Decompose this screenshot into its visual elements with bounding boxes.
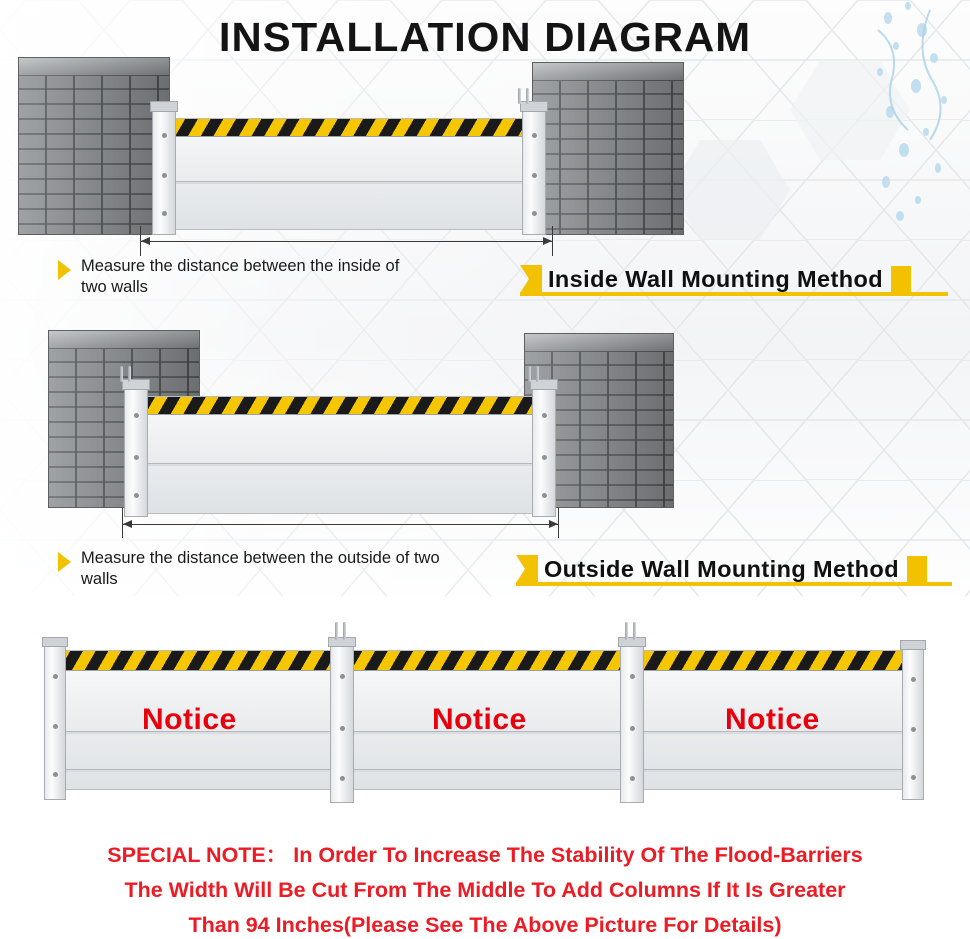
threaded-rods-middle-1 bbox=[334, 622, 348, 640]
banner-inside-wall bbox=[520, 265, 911, 293]
special-note-line-1: SPECIAL NOTE： In Order To Increase The Stability Of The Flood-Barriers bbox=[107, 843, 863, 867]
end-post-right-long bbox=[902, 648, 924, 800]
mounting-post-left-inside bbox=[152, 110, 176, 235]
special-note-line-3: Than 94 Inches(Please See The Above Picture For Details) bbox=[188, 913, 782, 937]
banner-underline-outside bbox=[516, 582, 952, 586]
callout-text-inside: Measure the distance between the inside of two walls bbox=[81, 257, 400, 296]
banner-right-tail bbox=[907, 556, 927, 582]
end-post-left-long bbox=[44, 645, 66, 800]
post-cap-right-long bbox=[900, 640, 926, 650]
mounting-post-right-inside bbox=[522, 110, 546, 235]
hazard-stripe-outside bbox=[141, 397, 539, 415]
banner-left-arrow bbox=[520, 265, 542, 293]
threaded-rods-right-inside bbox=[517, 88, 531, 104]
mounting-post-left-outside bbox=[124, 388, 148, 517]
notice-label-2: Notice bbox=[432, 703, 527, 736]
notice-label-1: Notice bbox=[142, 703, 237, 736]
notice-label-3: Notice bbox=[725, 703, 820, 736]
dimension-tick-right-outside bbox=[558, 508, 559, 538]
dimension-arrow-left-inside bbox=[141, 237, 150, 245]
dimension-line-outside bbox=[123, 524, 558, 525]
page-title: INSTALLATION DIAGRAM bbox=[218, 14, 752, 60]
hazard-stripe-long bbox=[59, 651, 923, 671]
chevron-right-icon bbox=[58, 260, 71, 280]
middle-column-1 bbox=[330, 645, 354, 803]
brick-wall-left-inside bbox=[18, 57, 170, 235]
callout-text-outside: Measure the distance between the outside of two walls bbox=[81, 549, 440, 588]
post-cap-left-inside bbox=[150, 101, 178, 112]
threaded-rods-right-outside bbox=[527, 366, 541, 382]
callout-inside bbox=[58, 256, 428, 298]
dimension-line-inside bbox=[141, 241, 552, 242]
threaded-rods-left-outside bbox=[119, 366, 133, 382]
dimension-arrow-right-inside bbox=[543, 237, 552, 245]
middle-column-2 bbox=[620, 645, 644, 803]
banner-underline-inside bbox=[520, 292, 948, 296]
callout-outside bbox=[58, 548, 458, 590]
chevron-right-icon bbox=[58, 552, 71, 572]
brick-wall-right-inside bbox=[532, 62, 684, 235]
flood-barrier-panel-outside bbox=[140, 396, 540, 514]
banner-right-tail bbox=[891, 266, 911, 292]
banner-label-inside: Inside Wall Mounting Method bbox=[548, 265, 883, 292]
mounting-post-right-outside bbox=[532, 388, 556, 517]
special-note-line-2: The Width Will Be Cut From The Middle To Add Columns If It Is Greater bbox=[124, 878, 846, 902]
hazard-stripe-inside bbox=[171, 119, 531, 137]
banner-left-arrow bbox=[516, 555, 538, 583]
post-cap-left-long bbox=[42, 637, 68, 647]
flood-barrier-panel-inside bbox=[170, 118, 532, 230]
banner-outside-wall bbox=[516, 555, 927, 583]
dimension-tick-right-inside bbox=[552, 226, 553, 256]
banner-label-outside: Outside Wall Mounting Method bbox=[544, 555, 899, 582]
dimension-arrow-right-outside bbox=[549, 520, 558, 528]
threaded-rods-middle-2 bbox=[624, 622, 638, 640]
dimension-arrow-left-outside bbox=[123, 520, 132, 528]
